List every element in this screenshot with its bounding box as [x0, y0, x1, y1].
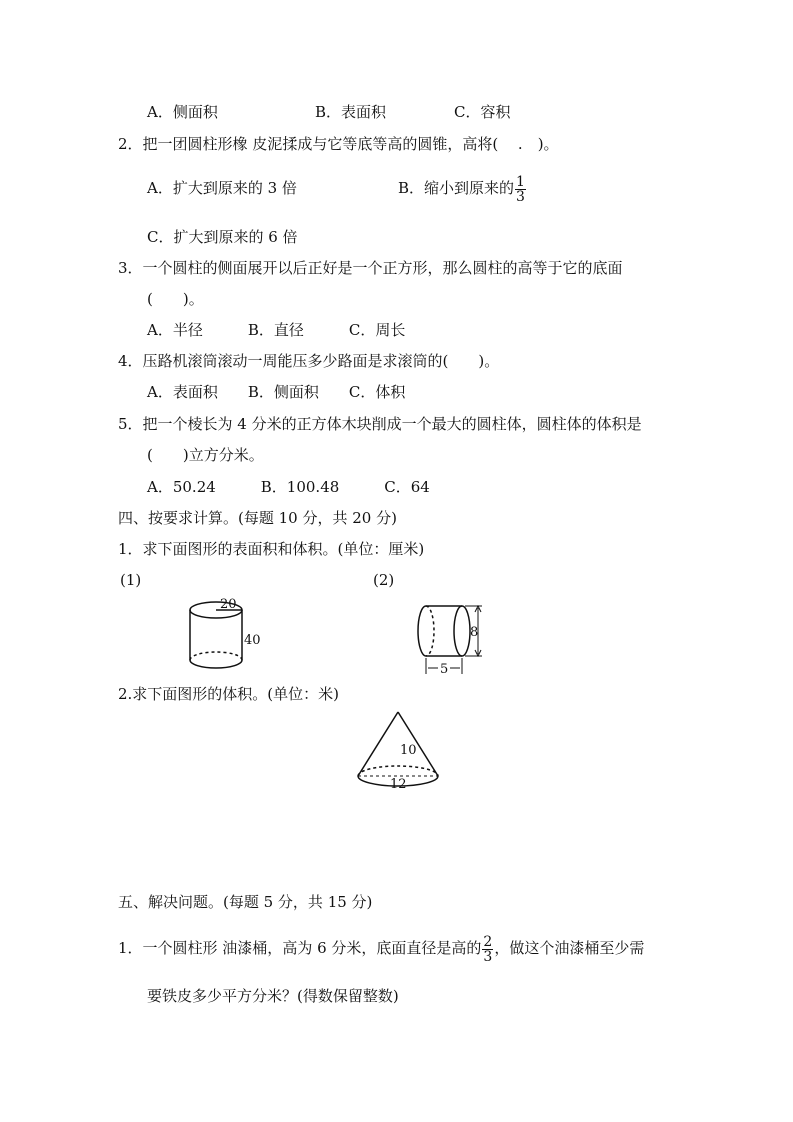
- section5-title: 五、解决问题。(每题 5 分，共 15 分): [118, 893, 373, 911]
- q2-option-b-fraction: [515, 175, 526, 204]
- q4-stem: 4．压路机滚筒滚动一周能压多少路面是求滚筒的( )。: [118, 352, 500, 370]
- section5-item1-fraction: [482, 935, 493, 964]
- cone-slant-label: 10: [400, 743, 417, 758]
- cylinder-figure-2: [410, 596, 490, 676]
- section4-item1: 1．求下面图形的表面积和体积。(单位：厘米): [118, 540, 425, 558]
- cone-base-label: 12: [390, 777, 407, 792]
- section5-item1: [118, 930, 644, 966]
- q2-option-b-prefix: B．缩小到原来的: [398, 179, 515, 197]
- q3-blank: ( )。: [147, 290, 204, 308]
- section5-item1-suffix: ，做这个油漆桶至少需: [494, 939, 645, 957]
- cylinder-2-height-label: 8: [470, 625, 479, 640]
- q5-stem: 5．把一个棱长为 4 分米的正方体木块削成一个最大的圆柱体，圆柱体的体积是: [118, 415, 642, 433]
- cylinder-2-length-label: 5: [440, 662, 449, 676]
- cone-figure: [352, 708, 452, 798]
- fraction-denominator: 3: [483, 948, 493, 965]
- section4-item2: 2.求下面图形的体积。(单位：米): [118, 685, 340, 703]
- cylinder-1-height-label: 40: [244, 633, 261, 648]
- q4-options: A．表面积 B．侧面积 C．体积: [147, 383, 406, 401]
- q2-option-a: A．扩大到原来的 3 倍: [147, 179, 297, 197]
- fraction-numerator: 1: [516, 173, 525, 190]
- q5-options: A．50.24 B．100.48 C．64: [147, 478, 430, 496]
- cylinder-figure-1: [182, 596, 272, 676]
- q3-stem: 3．一个圆柱的侧面展开以后正好是一个正方形，那么圆柱的高等于它的底面: [118, 259, 623, 277]
- q2-stem: 2．把一团圆柱形橡 皮泥揉成与它等底等高的圆锥，高将( . )。: [118, 135, 559, 153]
- cylinder-1-radius-label: 20: [220, 597, 237, 612]
- section4-title: 四、按要求计算。(每题 10 分，共 20 分): [118, 509, 397, 527]
- q3-options: A．半径 B．直径 C．周长: [147, 321, 406, 339]
- q5-blank: ( )立方分米。: [147, 446, 264, 464]
- fraction-denominator: 3: [516, 188, 525, 205]
- q1-option-a: A．侧面积: [147, 103, 218, 121]
- figure-label-1: (1): [120, 571, 142, 589]
- fraction-numerator: 2: [483, 933, 493, 950]
- figure-label-2: (2): [373, 571, 395, 589]
- section5-item1-line2: 要铁皮多少平方分米？(得数保留整数): [147, 987, 399, 1005]
- section5-item1-prefix: 1．一个圆柱形 油漆桶，高为 6 分米，底面直径是高的: [118, 939, 482, 957]
- q1-option-c: C．容积: [454, 103, 511, 121]
- q2-option-b: [398, 172, 527, 204]
- q1-option-b: B．表面积: [315, 103, 387, 121]
- q2-option-c: C．扩大到原来的 6 倍: [147, 228, 298, 246]
